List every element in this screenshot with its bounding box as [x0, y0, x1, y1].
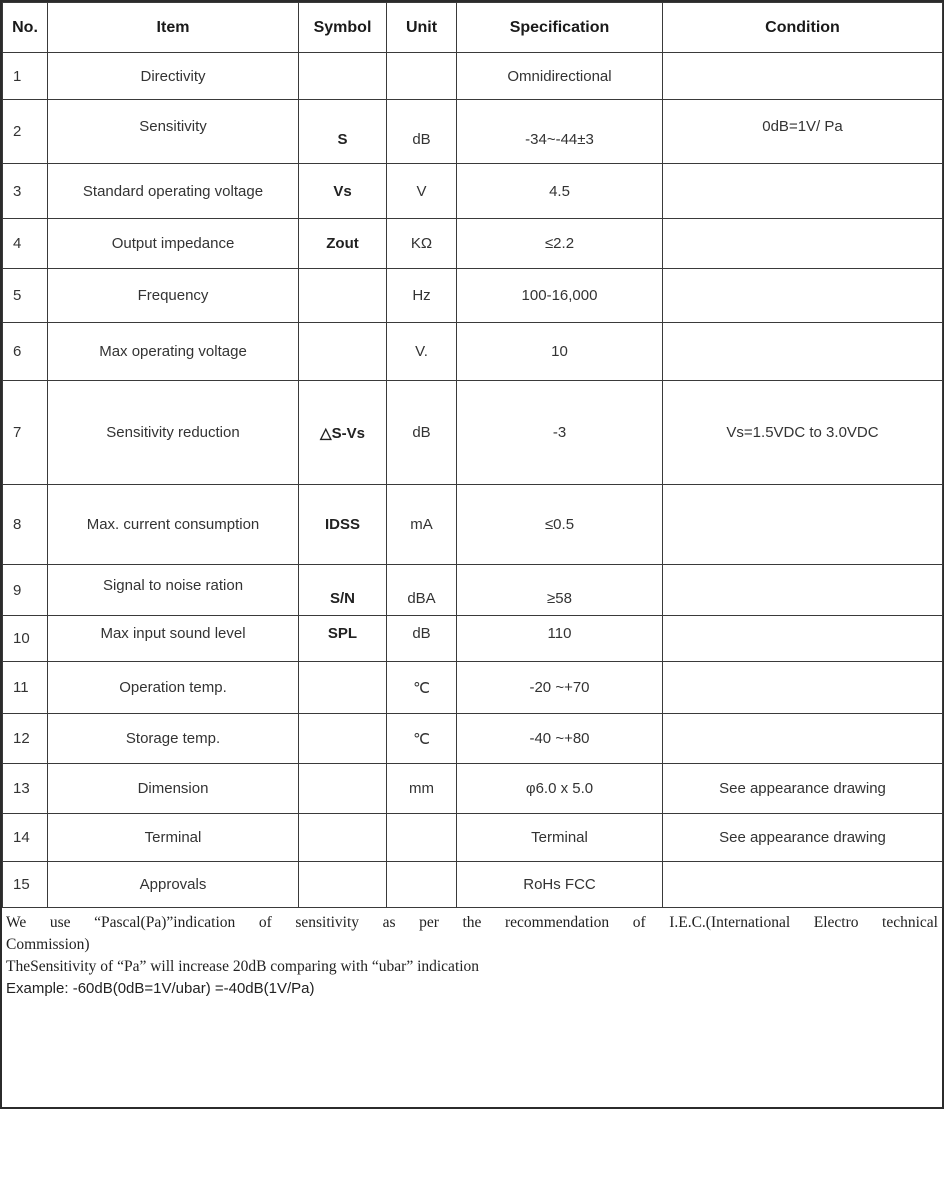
cell-item: Max operating voltage: [48, 323, 299, 381]
cell-symbol: Zout: [299, 219, 387, 269]
table-row: [3, 565, 943, 616]
cell-symbol: [299, 269, 387, 323]
cell-symbol: [299, 764, 387, 814]
cell-unit: dB: [387, 616, 457, 662]
cell-no: 13: [3, 764, 48, 814]
cell-condition: [663, 53, 943, 100]
cell-specification: RoHs FCC: [457, 862, 663, 908]
cell-item: Terminal: [48, 814, 299, 862]
note-line-3: Example: -60dB(0dB=1V/ubar) =-40dB(1V/Pa): [6, 980, 315, 997]
cell-no: 14: [3, 814, 48, 862]
cell-specification: Omnidirectional: [457, 53, 663, 100]
table-row: [3, 219, 943, 269]
cell-symbol: △S-Vs: [299, 381, 387, 485]
cell-condition: [663, 616, 943, 662]
table-row: [3, 485, 943, 565]
cell-item: Directivity: [48, 53, 299, 100]
header-symbol: Symbol: [299, 3, 387, 53]
spec-table: [2, 2, 943, 908]
cell-item: Operation temp.: [48, 662, 299, 714]
cell-symbol: Vs: [299, 164, 387, 219]
cell-specification: ≥58: [457, 565, 663, 616]
cell-unit: dB: [387, 100, 457, 164]
table-row: [3, 616, 943, 662]
table-row: [3, 662, 943, 714]
cell-no: 10: [3, 616, 48, 662]
cell-unit: V: [387, 164, 457, 219]
cell-unit: [387, 53, 457, 100]
cell-unit: [387, 814, 457, 862]
table-row: [3, 269, 943, 323]
cell-condition: 0dB=1V/ Pa: [663, 100, 943, 164]
cell-no: 11: [3, 662, 48, 714]
cell-no: 2: [3, 100, 48, 164]
cell-specification: -34~-44±3: [457, 100, 663, 164]
note-line-1a: We use “Pascal(Pa)”indication of sensitivity as per the recommendation of I.E.C.(International Electro technical: [6, 914, 938, 931]
table-row: [3, 764, 943, 814]
cell-condition: [663, 219, 943, 269]
cell-symbol: SPL: [299, 616, 387, 662]
cell-condition: See appearance drawing: [663, 814, 943, 862]
notes: [2, 908, 942, 1000]
cell-symbol: [299, 814, 387, 862]
header-unit: Unit: [387, 3, 457, 53]
header-no: No.: [3, 3, 48, 53]
cell-condition: [663, 565, 943, 616]
table-row: [3, 164, 943, 219]
cell-specification: ≤0.5: [457, 485, 663, 565]
table-row: [3, 53, 943, 100]
cell-symbol: S/N: [299, 565, 387, 616]
cell-item: Signal to noise ration: [48, 565, 299, 616]
cell-unit: KΩ: [387, 219, 457, 269]
table-row: [3, 381, 943, 485]
cell-item: Max. current consumption: [48, 485, 299, 565]
cell-item: Frequency: [48, 269, 299, 323]
cell-specification: ≤2.2: [457, 219, 663, 269]
table-row: [3, 862, 943, 908]
cell-condition: [663, 269, 943, 323]
table-body: [3, 53, 943, 908]
cell-symbol: [299, 662, 387, 714]
cell-no: 5: [3, 269, 48, 323]
cell-symbol: [299, 53, 387, 100]
cell-symbol: [299, 862, 387, 908]
cell-no: 8: [3, 485, 48, 565]
cell-condition: [663, 164, 943, 219]
cell-no: 1: [3, 53, 48, 100]
note-line-2: TheSensitivity of “Pa” will increase 20dB comparing with “ubar” indication: [6, 958, 480, 975]
cell-item: Output impedance: [48, 219, 299, 269]
cell-specification: -20 ~+70: [457, 662, 663, 714]
cell-no: 15: [3, 862, 48, 908]
cell-unit: V.: [387, 323, 457, 381]
cell-specification: Terminal: [457, 814, 663, 862]
cell-symbol: [299, 714, 387, 764]
cell-specification: 100-16,000: [457, 269, 663, 323]
cell-unit: Hz: [387, 269, 457, 323]
cell-item: Max input sound level: [48, 616, 299, 662]
table-row: [3, 100, 943, 164]
table-row: [3, 323, 943, 381]
cell-specification: 4.5: [457, 164, 663, 219]
cell-specification: -3: [457, 381, 663, 485]
cell-unit: mm: [387, 764, 457, 814]
cell-symbol: IDSS: [299, 485, 387, 565]
cell-symbol: [299, 323, 387, 381]
cell-condition: [663, 862, 943, 908]
note-line-1: [6, 912, 938, 934]
cell-item: Sensitivity: [48, 100, 299, 164]
cell-item: Approvals: [48, 862, 299, 908]
cell-no: 9: [3, 565, 48, 616]
cell-no: 12: [3, 714, 48, 764]
cell-item: Standard operating voltage: [48, 164, 299, 219]
cell-condition: [663, 323, 943, 381]
cell-no: 6: [3, 323, 48, 381]
cell-specification: -40 ~+80: [457, 714, 663, 764]
cell-no: 7: [3, 381, 48, 485]
cell-condition: [663, 485, 943, 565]
cell-item: Dimension: [48, 764, 299, 814]
cell-unit: dBA: [387, 565, 457, 616]
cell-unit: dB: [387, 381, 457, 485]
cell-unit: [387, 862, 457, 908]
header-specification: Specification: [457, 3, 663, 53]
cell-specification: 10: [457, 323, 663, 381]
cell-no: 4: [3, 219, 48, 269]
cell-item: Sensitivity reduction: [48, 381, 299, 485]
header-item: Item: [48, 3, 299, 53]
cell-condition: [663, 662, 943, 714]
header-condition: Condition: [663, 3, 943, 53]
cell-unit: mA: [387, 485, 457, 565]
cell-symbol: S: [299, 100, 387, 164]
table-row: [3, 714, 943, 764]
cell-specification: φ6.0 x 5.0: [457, 764, 663, 814]
note-line-1b: Commission): [6, 936, 90, 953]
cell-item: Storage temp.: [48, 714, 299, 764]
cell-unit: ℃: [387, 662, 457, 714]
cell-condition: [663, 714, 943, 764]
cell-unit: ℃: [387, 714, 457, 764]
cell-condition: Vs=1.5VDC to 3.0VDC: [663, 381, 943, 485]
cell-no: 3: [3, 164, 48, 219]
table-row: [3, 814, 943, 862]
header-row: [3, 3, 943, 53]
cell-condition: See appearance drawing: [663, 764, 943, 814]
cell-specification: 110: [457, 616, 663, 662]
